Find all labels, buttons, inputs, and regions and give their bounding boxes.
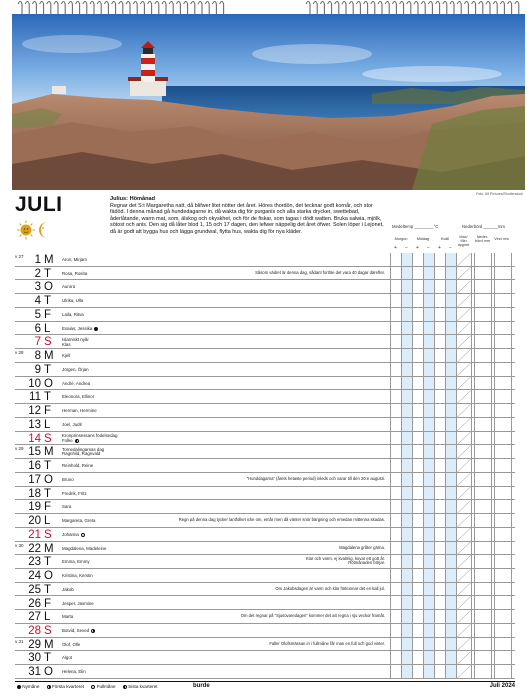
spiral-ring [140, 2, 144, 15]
weekday-letter: T [44, 652, 52, 665]
name-day: André, Andrea [62, 380, 91, 386]
day-number: 23 [28, 556, 41, 569]
day-row[interactable] [15, 569, 515, 583]
spiral-ring [18, 2, 22, 15]
spiral-ring [421, 2, 425, 15]
weekday-letter: M [44, 350, 54, 363]
spiral-ring [414, 2, 418, 15]
day-note: Faller Olofsmässan in i fullmåne får man en full och god vinter. [269, 640, 385, 646]
spiral-ring [90, 2, 94, 15]
day-row[interactable] [15, 459, 515, 473]
spiral-ring [349, 2, 353, 15]
day-note: Om det regnar på ”Sjusovaredagen” kommer det att regna i sju veckor framåt. [240, 613, 385, 619]
day-row[interactable] [15, 390, 515, 404]
spiral-ring [76, 2, 80, 15]
weekday-letter: S [44, 432, 52, 445]
new-moon-icon [17, 685, 21, 689]
day-row[interactable] [15, 624, 515, 638]
last-quarter-icon [123, 685, 127, 689]
intro-title: Julius: Hömånad [110, 196, 156, 202]
day-row[interactable] [15, 335, 515, 349]
day-row[interactable] [15, 432, 515, 446]
day-row[interactable] [15, 404, 515, 418]
lighthouse-photo [12, 14, 525, 190]
name-day: Aron, Mirjam [62, 257, 87, 262]
spiral-ring [32, 2, 36, 15]
day-number: 11 [29, 391, 41, 404]
spiral-ring [428, 2, 432, 15]
day-note: Om Jakobsdagen är varm och klar förkunnar det en kall jul. [275, 585, 385, 591]
weekday-letter: F [44, 405, 52, 418]
day-row[interactable] [15, 473, 515, 487]
spiral-ring [493, 2, 497, 15]
name-day: Johanna [62, 533, 85, 538]
full-moon-icon [91, 685, 95, 689]
weekday-letter: M [44, 254, 54, 266]
day-row[interactable] [15, 638, 515, 652]
spiral-ring [25, 2, 29, 15]
weekday-letter: O [44, 377, 53, 390]
weekday-letter: S [44, 624, 52, 637]
first-quarter-icon [47, 685, 51, 689]
name-day: Jesper, Jasmine [62, 600, 94, 606]
spiral-ring [500, 2, 504, 15]
moon-legend [15, 684, 162, 689]
day-row[interactable] [15, 377, 515, 391]
day-number: 24 [28, 570, 41, 583]
week-number: v 28 [15, 350, 24, 356]
spiral-ring [385, 2, 389, 15]
name-day: Rosa, Rosita [62, 270, 88, 276]
day-row[interactable] [15, 267, 515, 281]
weekday-letter: T [44, 267, 52, 280]
name-day: Marta [62, 614, 74, 620]
spiral-ring [184, 2, 188, 15]
spiral-ring [119, 2, 123, 15]
day-row[interactable] [15, 294, 515, 308]
day-row[interactable] [15, 322, 515, 336]
spiral-ring [198, 2, 202, 15]
day-row[interactable] [15, 418, 515, 432]
weekday-letter: T [44, 363, 52, 376]
day-row[interactable] [15, 280, 515, 294]
day-row[interactable] [15, 253, 515, 267]
weekday-letter: T [44, 556, 52, 569]
name-day: Islamiskt nyår Klas [62, 336, 89, 347]
photo-credit: Foto: Alf Pictures/Shutterstock [476, 192, 523, 196]
name-day: Kronprinsessans födelsedag Folke [62, 433, 118, 443]
spiral-ring [40, 2, 44, 15]
legend-last: Sista kvarteret [128, 684, 158, 689]
day-number: 26 [28, 597, 41, 610]
spiral-ring [148, 2, 152, 15]
weekday-letter: S [44, 528, 52, 541]
col-kvall: Kväll [440, 237, 450, 241]
legend-full: Fullmåne [96, 684, 116, 689]
spiral-ring [220, 2, 224, 15]
name-day: Botvid, Seved [62, 629, 95, 634]
footer-month-year: Juli 2024 [489, 683, 515, 689]
spiral-ring [378, 2, 382, 15]
sun-moon-icon [17, 220, 57, 240]
day-number: 31 [28, 666, 41, 679]
name-day: Sara [62, 504, 72, 510]
day-number: 29 [28, 638, 41, 651]
spiral-ring [450, 2, 454, 15]
day-number: 16 [28, 460, 41, 473]
day-number: 14 [28, 432, 41, 445]
day-row[interactable] [15, 542, 515, 556]
name-day: Margareta, Greta [62, 518, 96, 524]
weekday-letter: M [44, 542, 54, 555]
spiral-ring [515, 2, 519, 15]
weekday-letter: L [44, 322, 51, 335]
day-row[interactable] [15, 349, 515, 363]
weekday-letter: M [44, 638, 54, 651]
name-day: Aurora [62, 284, 76, 290]
day-row[interactable] [15, 528, 515, 542]
day-number: 20 [28, 515, 41, 528]
spiral-ring [47, 2, 51, 15]
weekday-letter: O [44, 281, 53, 294]
day-row[interactable] [15, 583, 515, 597]
col-vind: Vind m/s [494, 237, 509, 241]
spiral-ring [313, 2, 317, 15]
plus-sign: + [438, 245, 441, 251]
weekday-letter: O [44, 570, 53, 583]
spiral-ring [320, 2, 324, 15]
spiral-ring [436, 2, 440, 15]
spiral-ring [162, 2, 166, 15]
name-day: Laila, Ritva [62, 311, 84, 317]
name-day: Fredrik, Fritz [62, 490, 87, 496]
day-row[interactable] [15, 651, 515, 665]
day-number: 9 [34, 363, 41, 376]
name-day: Kjell [62, 353, 71, 359]
legend-first: Första kvarteret [51, 684, 85, 689]
day-note: ”Hunddagarna” (årets hetaste period) inleds och varar till den 20:e augusti. [246, 475, 385, 481]
spiral-ring [68, 2, 72, 15]
footer [15, 682, 515, 694]
spiral-ring [443, 2, 447, 15]
day-number: 12 [28, 405, 41, 418]
weekday-letter: T [44, 295, 52, 308]
day-number: 4 [34, 295, 41, 308]
name-day: Ulrika, Ulla [62, 298, 84, 304]
day-number: 2 [34, 267, 41, 280]
minus-sign: − [405, 245, 408, 251]
spiral-ring [392, 2, 396, 15]
spiral-ring [364, 2, 368, 15]
spiral-ring [371, 2, 375, 15]
spiral-ring [407, 2, 411, 15]
day-number: 28 [28, 624, 41, 637]
plus-sign: + [416, 245, 419, 251]
name-day: Emma, Emmy [62, 559, 90, 565]
day-number: 6 [34, 322, 41, 335]
nederbord-label: Nederbörd ______mm [462, 224, 505, 229]
day-number: 15 [28, 446, 41, 459]
name-day: Tornedalingarnas dag Ragnhild, Ragnvald [62, 446, 105, 457]
col-nederbord: Neder- börd mm [475, 235, 490, 244]
name-day: Esaias, Jessika [62, 327, 98, 332]
week-number: v 30 [15, 542, 24, 548]
spiral-ring [191, 2, 195, 15]
medeltemp-label: Medeltemp ________°C [392, 224, 439, 229]
week-number: v 29 [15, 446, 24, 452]
weekday-letter: T [44, 460, 52, 473]
day-number: 5 [34, 308, 41, 321]
name-day: Kristina, Kerstin [62, 573, 93, 579]
day-row[interactable] [15, 555, 515, 569]
week-number: v 27 [15, 254, 24, 259]
day-number: 27 [28, 611, 41, 624]
spiral-ring [400, 2, 404, 15]
day-row[interactable] [15, 308, 515, 322]
name-day: Bruno [62, 476, 74, 482]
spiral-ring [306, 2, 310, 15]
weekday-letter: S [44, 336, 52, 349]
name-day: Joel, Judit [62, 421, 82, 427]
day-number: 7 [34, 336, 41, 349]
day-number: 21 [28, 528, 41, 541]
day-number: 3 [34, 281, 41, 294]
weekday-letter: L [44, 515, 51, 528]
name-day: Algot [62, 655, 73, 661]
day-row[interactable] [15, 363, 515, 377]
day-note: Klar och varm, ej kvalmig, kovar ett gott år. Rötmånaden börjar. [305, 555, 385, 566]
day-number: 19 [28, 501, 41, 514]
day-number: 30 [28, 652, 41, 665]
day-number: 22 [28, 542, 41, 555]
col-middag: Middag [416, 237, 430, 241]
spiral-ring [133, 2, 137, 15]
day-note: Regn på denna dag tycker lantfolket icke om, emår men då vänter snör bärgning och emedan mittenna skadas. [178, 517, 385, 523]
name-day: Olof, Olle [62, 641, 81, 647]
spiral-ring [169, 2, 173, 15]
day-number: 8 [34, 350, 41, 363]
spiral-ring [61, 2, 65, 15]
weekday-letter: F [44, 501, 52, 514]
moon-phase-icon [94, 327, 98, 331]
plus-sign: + [394, 245, 397, 251]
day-row[interactable] [15, 610, 515, 624]
spiral-ring [328, 2, 332, 15]
spiral-ring [335, 2, 339, 15]
spiral-ring [472, 2, 476, 15]
weekday-letter: O [44, 666, 53, 679]
name-day: Herman, Hermine [62, 408, 97, 414]
moon-phase-icon [81, 533, 85, 537]
moon-phase-icon [91, 629, 95, 633]
spiral-ring [457, 2, 461, 15]
weekday-letter: F [44, 597, 52, 610]
weekday-letter: F [44, 308, 52, 321]
day-number: 18 [28, 487, 41, 500]
day-note: Såsom vädret är denna dag, sådant fortlöe det vara 40 dagar därefter. [255, 269, 385, 275]
col-morgon: Morgon [394, 237, 408, 241]
name-day: Magdalena, Madeleine [62, 545, 107, 551]
minus-sign: − [427, 245, 430, 251]
spiral-ring [97, 2, 101, 15]
weekday-letter: L [44, 611, 51, 624]
spiral-ring [54, 2, 58, 15]
minus-sign: − [449, 245, 452, 251]
spiral-ring [342, 2, 346, 15]
day-number: 10 [28, 377, 41, 390]
day-row[interactable] [15, 597, 515, 611]
spiral-ring [464, 2, 468, 15]
spiral-ring [508, 2, 512, 15]
day-number: 25 [28, 583, 41, 596]
weekday-letter: T [44, 487, 52, 500]
weekday-letter: T [44, 583, 52, 596]
day-row[interactable] [15, 445, 515, 459]
spiral-ring [356, 2, 360, 15]
weekday-letter: T [44, 391, 52, 404]
spiral-ring [104, 2, 108, 15]
spiral-ring [205, 2, 209, 15]
day-row[interactable] [15, 665, 515, 679]
intro-text: Regnar det S:t Margaretha natt, då blifwer litet nötter det året. Höres thordön, det tecknar godt kornår, och stor fädöd. I denna månad gå hundedagarne in, då wakta dig för purganis och alla starka drycker, swettebad, åderlåtande, warm mat, som, älskog och okyskhet, och för de fiskar, som tagas i dödt watten. Bruka salwia, mjölk, sötost och anis. Den sig då låter blod 1, 15 och 17 dagen, den lefwer näppelig det året öfwer. Solen löper i Lejonet, då är godt att bygga hus och lägga grundwal, flytta hus, wakta dig för nya kläder. [110, 203, 384, 235]
moon-phase-icon [75, 439, 79, 443]
spiral-ring [479, 2, 483, 15]
spiral-ring [83, 2, 87, 15]
spiral-ring [155, 2, 159, 15]
day-number: 13 [28, 418, 41, 431]
month-title: JULI [15, 193, 63, 216]
brand-logo: burde [193, 683, 210, 689]
week-number: v 31 [15, 638, 24, 644]
weekday-letter: O [44, 473, 53, 486]
name-day: Eleonora, Ellinor [62, 394, 95, 400]
name-day: Jakob [62, 586, 74, 592]
spiral-ring [176, 2, 180, 15]
weekday-letter: M [44, 446, 54, 459]
day-number: 1 [34, 254, 41, 266]
spiral-ring [112, 2, 116, 15]
day-number: 17 [28, 473, 41, 486]
col-maxmin: Max/ Min dygnet [457, 235, 470, 248]
day-note: Magdalena gråter gärna. [339, 544, 385, 550]
weather-header [390, 222, 515, 252]
spiral-ring [212, 2, 216, 15]
spiral-ring [486, 2, 490, 15]
day-row[interactable] [15, 500, 515, 514]
day-row[interactable] [15, 514, 515, 528]
day-row[interactable] [15, 487, 515, 501]
spiral-ring [126, 2, 130, 15]
name-day: Helena, Elin [62, 669, 86, 675]
weekday-letter: L [44, 418, 51, 431]
name-day: Reinhold, Reine [62, 463, 94, 469]
name-day: Jörgen, Örjan [62, 366, 89, 372]
legend-new: Nymåne [22, 684, 40, 689]
